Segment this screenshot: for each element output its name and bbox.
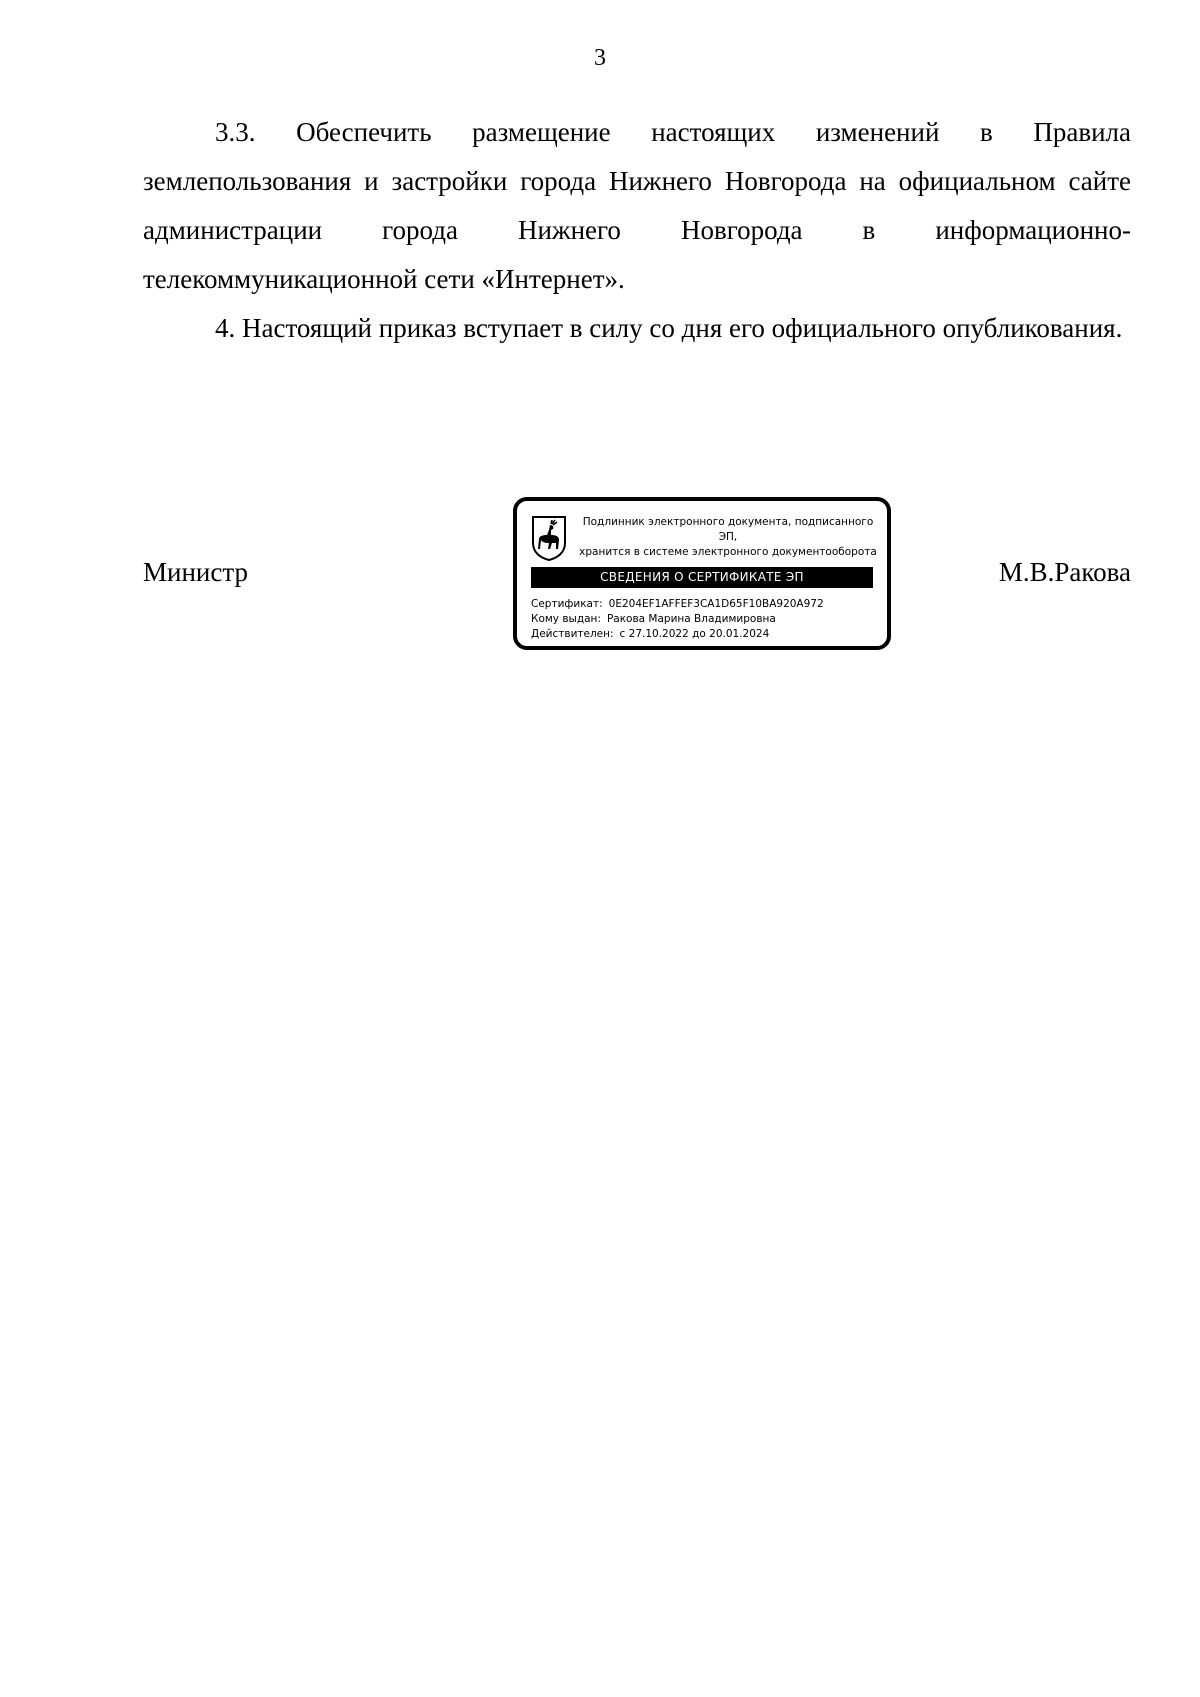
validity-row — [531, 627, 881, 642]
certificate-row — [531, 597, 881, 612]
deer-coat-of-arms-icon — [531, 515, 567, 561]
stamp-header-line-2: хранится в системе электронного документооборота — [579, 546, 877, 558]
signatory-name: М.В.Ракова — [998, 557, 1131, 587]
certificate-value: 0E204EF1AFFEF3CA1D65F10BA920A972 — [608, 598, 824, 610]
electronic-signature-stamp — [513, 497, 891, 650]
certificate-label: Сертификат: — [531, 598, 603, 610]
page-number: 3 — [594, 45, 606, 71]
signatory-title: Министр — [143, 557, 248, 587]
validity-value: с 27.10.2022 до 20.01.2024 — [619, 628, 770, 640]
document-body — [143, 108, 1131, 353]
certificate-info-bar: СВЕДЕНИЯ О СЕРТИФИКАТЕ ЭП — [531, 567, 873, 588]
issued-to-row — [531, 612, 881, 627]
validity-label: Действителен: — [531, 628, 614, 640]
issued-to-label: Кому выдан: — [531, 613, 601, 625]
stamp-header-line-1: Подлинник электронного документа, подписанного ЭП, — [582, 516, 874, 543]
issued-to-value: Ракова Марина Владимировна — [606, 613, 776, 625]
paragraph-4: 4. Настоящий приказ вступает в силу со дня его официального опубликования. — [215, 313, 1123, 343]
paragraph-3-3: 3.3. Обеспечить размещение настоящих изменений в Правила землепользования и застройки города Нижнего Новгорода на официальном сайте администрации города Нижнего Новгорода в информационно-телекоммуникационной сети «Интернет». — [143, 117, 1131, 294]
stamp-header — [573, 515, 883, 560]
certificate-details — [531, 597, 881, 642]
